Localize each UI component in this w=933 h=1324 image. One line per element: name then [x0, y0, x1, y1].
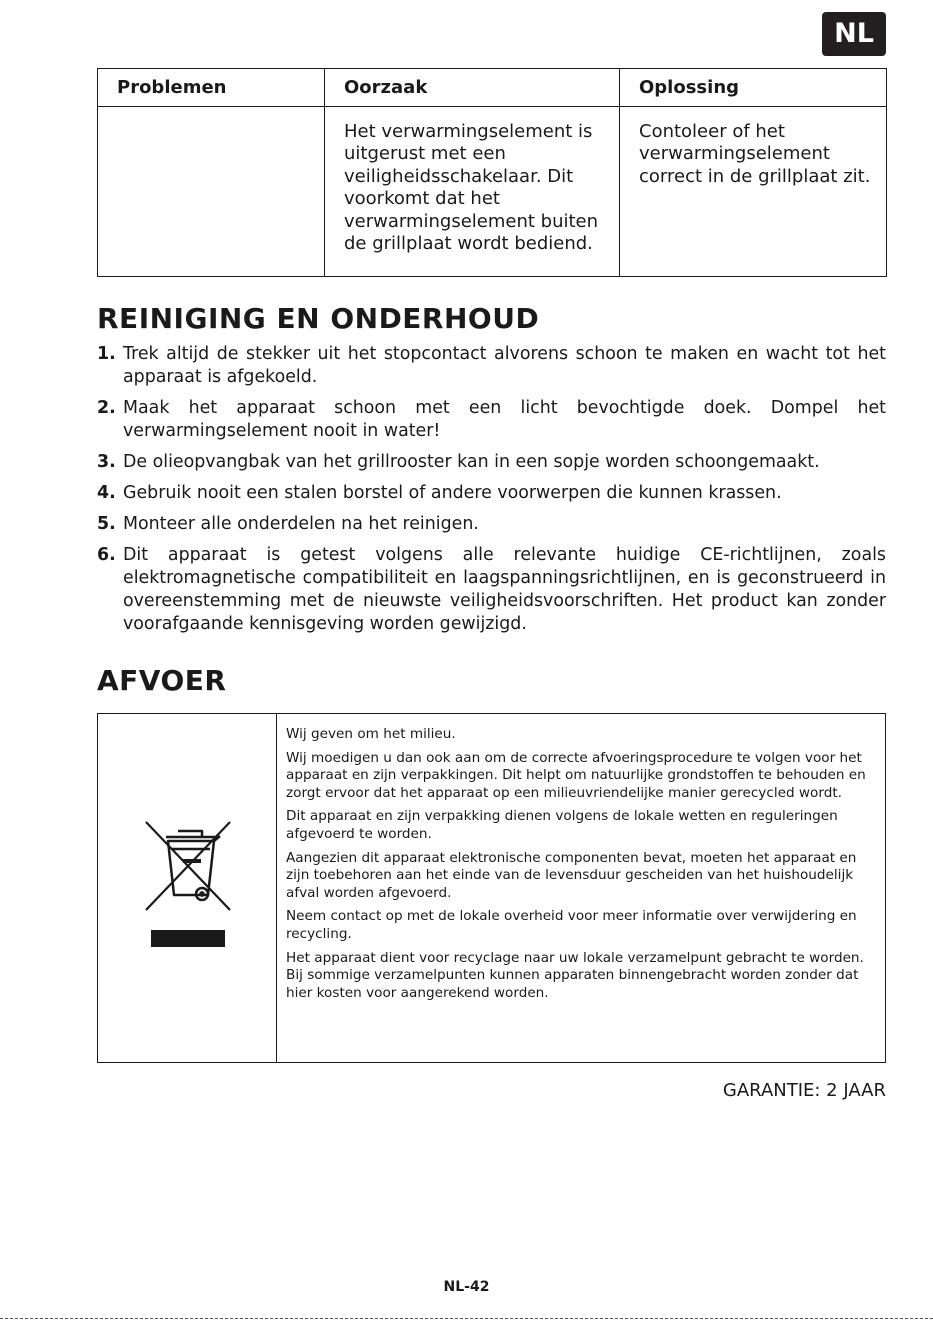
disposal-box	[97, 713, 886, 1063]
list-item	[97, 482, 886, 505]
disposal-paragraph: Aangezien dit apparaat elektronische componenten bevat, moeten het apparaat en zijn toebehoren aan het einde van de levensduur gescheiden van het huishoudelijk afval worden afgevoerd.	[286, 849, 857, 901]
crossed-out-wheelie-bin-icon	[98, 714, 276, 1061]
disposal-paragraph: Dit apparaat en zijn verpakking dienen volgens de lokale wetten en reguleringen afgevoerd te worden.	[286, 808, 838, 842]
cleaning-steps-list	[97, 343, 886, 644]
step-text: Trek altijd de stekker uit het stopcontact alvorens schoon te maken en wacht tot het apparaat is afgekoeld.	[123, 344, 886, 387]
step-text: De olieopvangbak van het grillrooster kan in een sopje worden schoongemaakt.	[123, 452, 820, 472]
list-item	[97, 544, 886, 636]
list-item	[97, 343, 886, 389]
step-number: 4.	[97, 483, 116, 503]
disposal-paragraph: Het apparaat dient voor recyclage naar uw lokale verzamelpunt gebracht te worden. Bij sommige verzamelpunten kunnen apparaten binnengebracht worden zonder dat hier kosten voor aangerekend worden.	[286, 949, 864, 1001]
step-text: Gebruik nooit een stalen borstel of andere voorwerpen die kunnen krassen.	[123, 483, 782, 503]
step-number: 1.	[97, 344, 116, 364]
header-cause: Oorzaak	[325, 69, 620, 107]
step-number: 5.	[97, 514, 116, 534]
disposal-heading: AFVOER	[97, 664, 227, 697]
bottom-divider	[0, 1318, 933, 1319]
language-badge: NL	[822, 12, 886, 56]
solution-cell: Contoleer of het verwarmingselement correct in de grillplaat zit.	[620, 107, 887, 277]
disposal-paragraph: Wij geven om het milieu.	[286, 726, 456, 742]
list-item	[97, 451, 886, 474]
table-header-row	[98, 69, 887, 107]
disposal-paragraph: Wij moedigen u dan ook aan om de correcte afvoeringsprocedure te volgen voor het apparaat en zijn verpakkingen. Dit helpt om natuurlijke grondstoffen te behouden en zorgt ervoor dat het apparaat op een milieuvriendelijke manier gerecycled wordt.	[286, 749, 866, 801]
step-text: Maak het apparaat schoon met een licht bevochtigde doek. Dompel het verwarmingselement nooit in water!	[123, 398, 886, 441]
disposal-text	[286, 726, 876, 1008]
page-number: NL-42	[443, 1279, 490, 1295]
list-item	[97, 397, 886, 443]
header-solution: Oplossing	[620, 69, 887, 107]
step-number: 2.	[97, 398, 116, 418]
step-text: Dit apparaat is getest volgens alle relevante huidige CE-richtlijnen, zoals elektromagnetische compatibiliteit en laagspanningsrichtlijnen, en is geconstrueerd in overeenstemming met de nieuwste veiligheidsvoorschriften. Het product kan zonder voorafgaande kennisgeving worden gewijzigd.	[123, 545, 886, 634]
problem-cell	[98, 107, 325, 277]
disposal-paragraph: Neem contact op met de lokale overheid voor meer informatie over verwijdering en recycling.	[286, 908, 857, 942]
table-row	[98, 107, 887, 277]
step-number: 3.	[97, 452, 116, 472]
step-number: 6.	[97, 545, 116, 565]
guarantee-text: GARANTIE: 2 JAAR	[722, 1080, 886, 1101]
list-item	[97, 513, 886, 536]
cause-cell: Het verwarmingselement is uitgerust met een veiligheidsschakelaar. Dit voorkomt dat het verwarmingselement buiten de grillplaat wordt bediend.	[325, 107, 620, 277]
troubleshooting-table	[97, 68, 887, 277]
step-text: Monteer alle onderdelen na het reinigen.	[123, 514, 479, 534]
disposal-icon-cell	[98, 714, 277, 1062]
cleaning-heading: REINIGING EN ONDERHOUD	[97, 302, 540, 335]
header-problems: Problemen	[98, 69, 325, 107]
